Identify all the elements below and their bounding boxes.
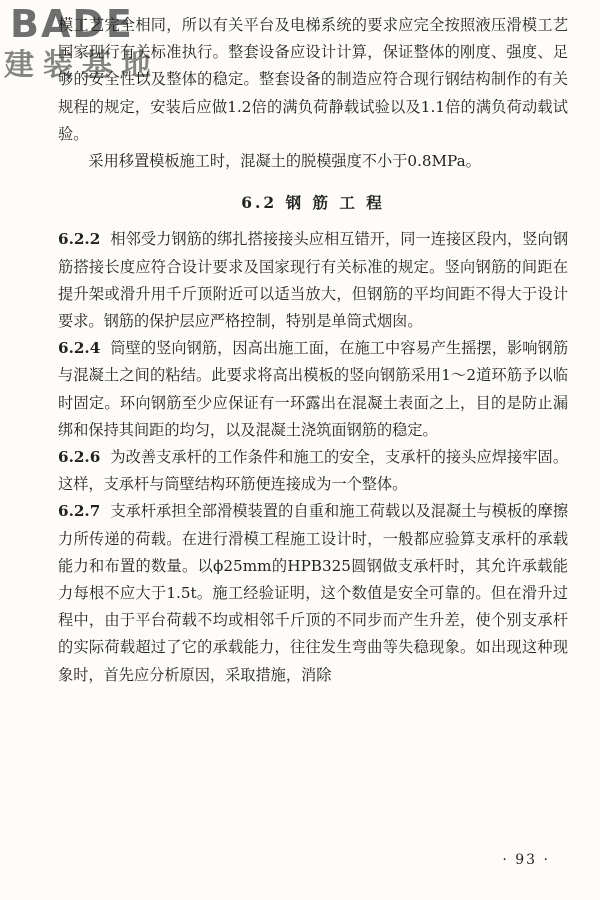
body-text [58,12,568,689]
logo-cjk-text: 建装基地 [4,48,160,83]
continued-paragraph: 模工艺完全相同，所以有关平台及电梯系统的要求应完全按照液压滑模工艺国家现行有关标准执行。整套设备应设计计算，保证整体的刚度、强度、足够的安全性以及整体的稳定。整套设备的制造应符合现行钢结构制作的有关规程的规定，安装后应做1.2倍的满负荷静载试验以及1.1倍的满负荷动载试验。 [58,16,568,143]
paragraph: 采用移置模板施工时，混凝土的脱模强度不小于0.8MPa。 [88,152,481,171]
clause-6-2-4 [58,335,568,444]
clause-text: 支承杆承担全部滑模装置的自重和施工荷载以及混凝土与模板的摩擦力所传递的荷载。在进行滑模工程施工设计时，一般都应验算支承杆的承载能力和布置的数量。以ϕ25mm的HPB325圆钢做支承杆时，其允许承载能力每根不应大于1.5t。施工经验证明，这个数值是安全可靠的。但在滑升过程中，由于平台荷载不均或相邻千斤顶的不同步而产生升差，使个别支承杆的实际荷载超过了它的承载能力，往往发生弯曲等失稳现象。如出现这种现象时，首先应分析原因，采取措施，消除 [58,502,568,684]
clause-text: 相邻受力钢筋的绑扎搭接接头应相互错开，同一连接区段内，竖向钢筋搭接长度应符合设计要求及国家现行有关标准的规定。竖向钢筋的间距在提升架或滑升用千斤顶附近可以适当放大，但钢筋的平均间距不得大于设计要求。钢筋的保护层应严格控制，特别是单筒式烟囱。 [58,230,568,331]
clause-number: 6.2.7 [58,502,101,521]
page-number: · 93 · [502,852,550,868]
clause-6-2-7 [58,498,568,688]
section-heading: 6.2 钢 筋 工 程 [241,193,385,213]
logo-latin-text: BADE [10,2,134,46]
clause-number: 6.2.4 [58,339,101,358]
clause-6-2-2 [58,226,568,335]
clause-text: 为改善支承杆的工作条件和施工的安全，支承杆的接头应焊接牢固。这样，支承杆与筒壁结构环筋便连接成为一个整体。 [58,448,568,494]
clause-6-2-6 [58,444,568,498]
clause-text: 筒壁的竖向钢筋，因高出施工面，在施工中容易产生摇摆，影响钢筋与混凝土之间的粘结。此要求将高出模板的竖向钢筋采用1～2道环筋予以临时固定。环向钢筋至少应保证有一环露出在混凝土表面之上，目的是防止漏绑和保持其间距的均匀，以及混凝土浇筑面钢筋的稳定。 [58,339,568,439]
clause-number: 6.2.6 [58,448,101,467]
clause-number: 6.2.2 [58,230,101,249]
